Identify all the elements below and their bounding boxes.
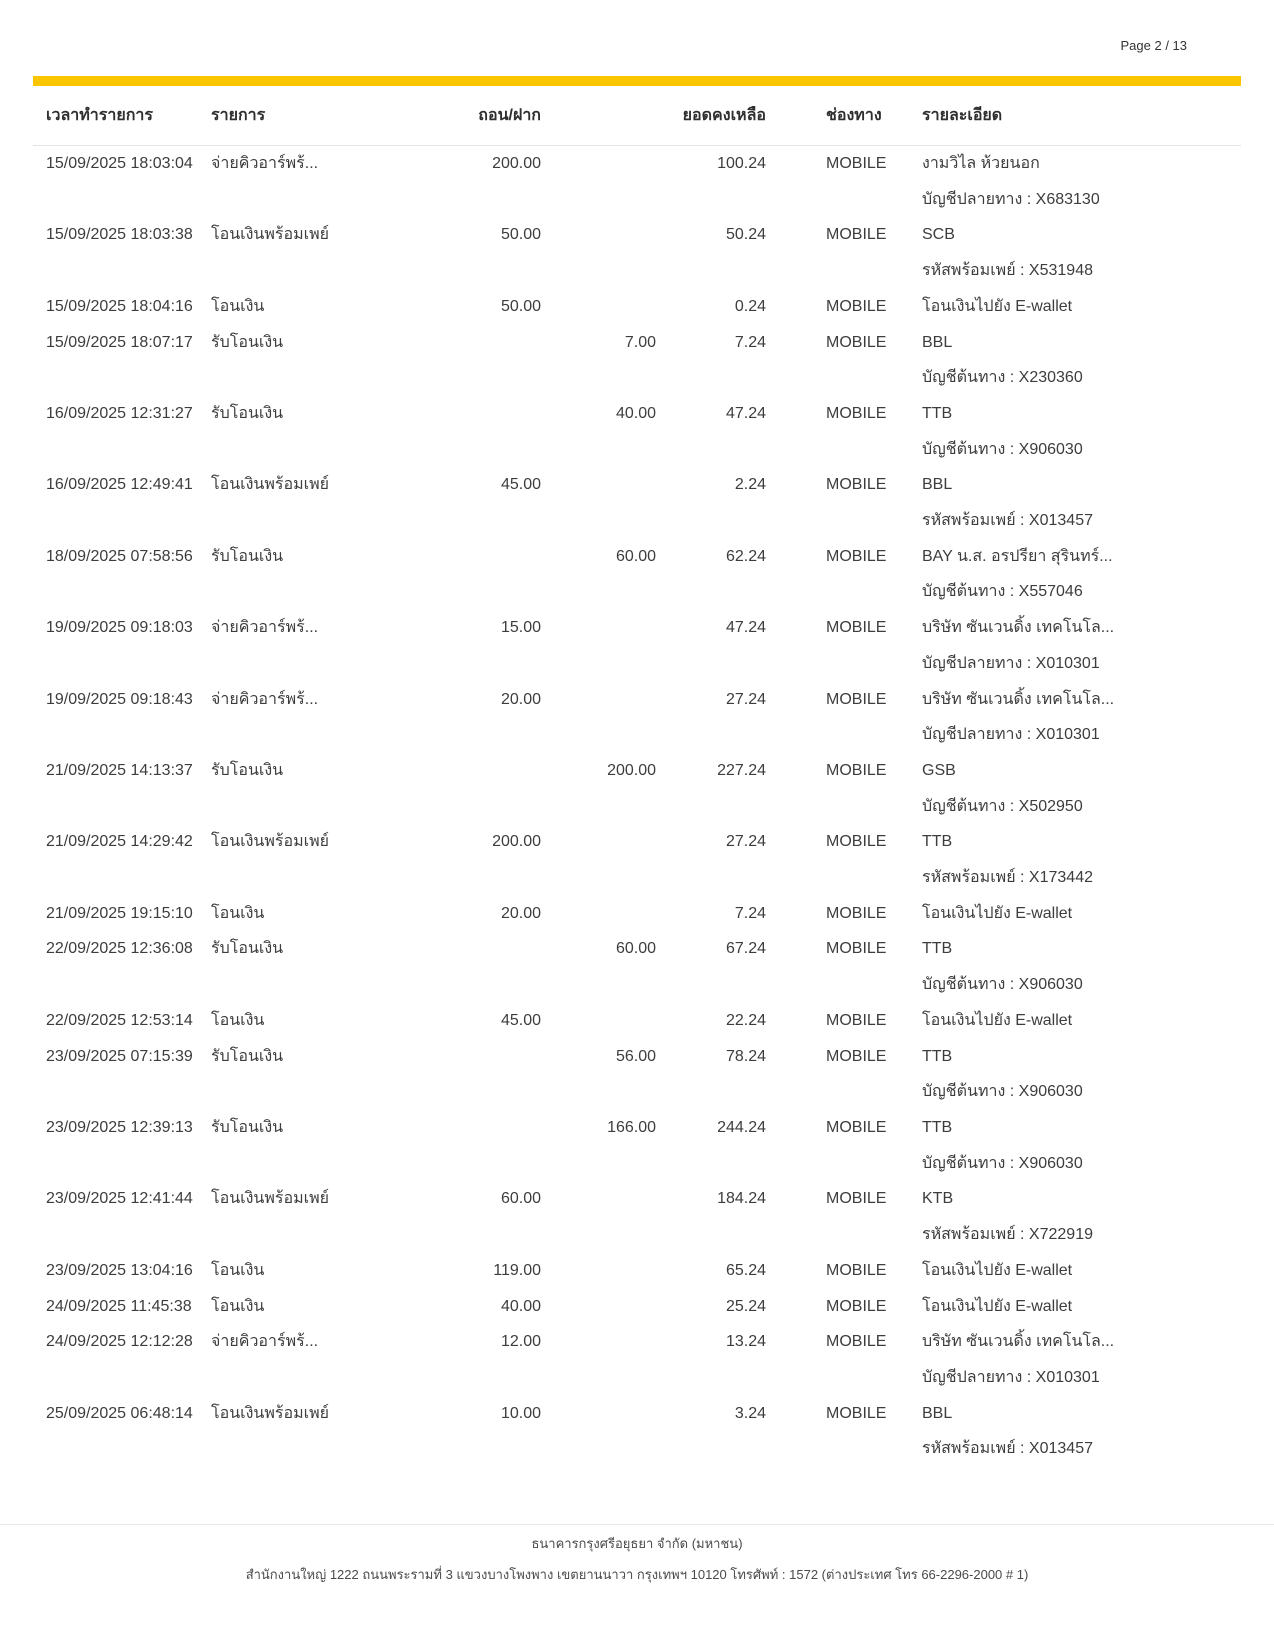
table-row: [33, 1253, 1241, 1289]
table-row: [33, 896, 1241, 932]
transaction-details: [921, 467, 1241, 538]
deposit-amount: 40.00: [615, 404, 656, 422]
table-row: [33, 610, 1241, 681]
withdraw-amount: 40.00: [500, 1297, 541, 1315]
channel: MOBILE: [826, 1190, 887, 1208]
table-row: [33, 1289, 1241, 1325]
transaction-datetime: 22/09/2025 12:53:14: [46, 1011, 193, 1029]
channel: MOBILE: [826, 833, 887, 851]
transaction-details: [921, 146, 1241, 217]
transaction-description: โอนเงิน: [211, 297, 265, 315]
balance-amount: 27.24: [725, 833, 766, 851]
transactions-table: [33, 86, 1241, 1467]
detail-line1: BBL: [922, 333, 953, 351]
header-channel: ช่องทาง: [826, 107, 882, 124]
detail-line2: รหัสพร้อมเพย์ : X013457: [922, 512, 1093, 530]
table-row: [33, 146, 1241, 217]
table-row: [33, 824, 1241, 895]
channel: MOBILE: [826, 1333, 887, 1351]
transaction-datetime: 16/09/2025 12:31:27: [46, 404, 193, 422]
detail-line1: โอนเงินไปยัง E-wallet: [922, 1261, 1073, 1279]
transaction-datetime: 15/09/2025 18:04:16: [46, 297, 193, 315]
detail-line2: บัญชีต้นทาง : X906030: [922, 1083, 1083, 1101]
detail-line1: บริษัท ซันเวนดิ้ง เทคโนโล...: [922, 619, 1115, 637]
table-row: [33, 1110, 1241, 1181]
table-row: [33, 539, 1241, 610]
transaction-description: โอนเงินพร้อมเพย์: [211, 1190, 330, 1208]
balance-amount: 7.24: [734, 333, 766, 351]
detail-line1: BBL: [922, 476, 953, 494]
detail-line1: BBL: [922, 1404, 953, 1422]
balance-amount: 0.24: [734, 297, 766, 315]
deposit-amount: 166.00: [607, 1118, 656, 1136]
balance-amount: 47.24: [725, 404, 766, 422]
detail-line1: TTB: [922, 1118, 953, 1136]
detail-line1: โอนเงินไปยัง E-wallet: [922, 297, 1073, 315]
withdraw-amount: 50.00: [500, 226, 541, 244]
transaction-details: [921, 931, 1241, 1002]
footer: [0, 1528, 1274, 1590]
transaction-datetime: 15/09/2025 18:03:38: [46, 226, 193, 244]
balance-amount: 13.24: [725, 1333, 766, 1351]
detail-line1: TTB: [922, 833, 953, 851]
withdraw-amount: 20.00: [500, 904, 541, 922]
detail-line2: บัญชีปลายทาง : X010301: [922, 726, 1100, 744]
transaction-description: โอนเงินพร้อมเพย์: [211, 1404, 330, 1422]
header-balance: ยอดคงเหลือ: [682, 107, 766, 124]
balance-amount: 50.24: [725, 226, 766, 244]
transaction-datetime: 21/09/2025 14:13:37: [46, 761, 193, 779]
channel: MOBILE: [826, 333, 887, 351]
transaction-details: [921, 1289, 1241, 1325]
transaction-description: โอนเงิน: [211, 1261, 265, 1279]
detail-line2: บัญชีต้นทาง : X230360: [922, 369, 1083, 387]
transaction-details: [921, 539, 1241, 610]
table-row: [33, 467, 1241, 538]
deposit-amount: 56.00: [615, 1047, 656, 1065]
withdraw-amount: 50.00: [500, 297, 541, 315]
transaction-description: โอนเงินพร้อมเพย์: [211, 476, 330, 494]
transaction-datetime: 24/09/2025 11:45:38: [46, 1297, 192, 1315]
page-number-label: Page 2 / 13: [1120, 38, 1187, 53]
balance-amount: 7.24: [734, 904, 766, 922]
balance-amount: 65.24: [725, 1261, 766, 1279]
detail-line1: TTB: [922, 940, 953, 958]
channel: MOBILE: [826, 297, 887, 315]
detail-line1: TTB: [922, 404, 953, 422]
balance-amount: 47.24: [725, 619, 766, 637]
detail-line2: รหัสพร้อมเพย์ : X173442: [922, 869, 1093, 887]
channel: MOBILE: [826, 619, 887, 637]
transaction-description: รับโอนเงิน: [211, 333, 284, 351]
transaction-details: [921, 824, 1241, 895]
channel: MOBILE: [826, 547, 887, 565]
table-row: [33, 396, 1241, 467]
channel: MOBILE: [826, 1011, 887, 1029]
withdraw-amount: 200.00: [492, 833, 541, 851]
transaction-description: จ่ายคิวอาร์พร้...: [211, 1333, 319, 1351]
table-row: [33, 325, 1241, 396]
transaction-details: [921, 682, 1241, 753]
transaction-details: [921, 1110, 1241, 1181]
channel: MOBILE: [826, 904, 887, 922]
withdraw-amount: 200.00: [492, 155, 541, 172]
detail-line1: บริษัท ซันเวนดิ้ง เทคโนโล...: [922, 690, 1115, 708]
table-row: [33, 1396, 1241, 1467]
balance-amount: 3.24: [734, 1404, 766, 1422]
transaction-description: รับโอนเงิน: [211, 547, 284, 565]
transaction-description: จ่ายคิวอาร์พร้...: [211, 690, 319, 708]
transaction-details: [921, 325, 1241, 396]
transaction-details: [921, 396, 1241, 467]
table-header-row: [33, 86, 1241, 146]
brand-accent-bar: [33, 76, 1241, 86]
channel: MOBILE: [826, 155, 887, 172]
transaction-datetime: 24/09/2025 12:12:28: [46, 1333, 193, 1351]
transaction-details: [921, 1253, 1241, 1289]
transaction-datetime: 21/09/2025 14:29:42: [46, 833, 193, 851]
channel: MOBILE: [826, 1297, 887, 1315]
table-row: [33, 753, 1241, 824]
detail-line1: GSB: [922, 761, 956, 779]
transaction-datetime: 21/09/2025 19:15:10: [46, 904, 193, 922]
transaction-details: [921, 1324, 1241, 1395]
transaction-details: [921, 289, 1241, 325]
transaction-details: [921, 896, 1241, 932]
withdraw-amount: 12.00: [500, 1333, 541, 1351]
transaction-datetime: 18/09/2025 07:58:56: [46, 547, 193, 565]
deposit-amount: 60.00: [615, 547, 656, 565]
detail-line1: โอนเงินไปยัง E-wallet: [922, 1297, 1073, 1315]
detail-line1: BAY น.ส. อรปรียา สุรินทร์...: [922, 547, 1113, 565]
withdraw-amount: 15.00: [500, 619, 541, 637]
detail-line1: KTB: [922, 1190, 954, 1208]
transaction-description: รับโอนเงิน: [211, 404, 284, 422]
balance-amount: 244.24: [717, 1118, 766, 1136]
transaction-details: [921, 217, 1241, 288]
table-row: [33, 1324, 1241, 1395]
deposit-amount: 60.00: [615, 940, 656, 958]
header-datetime: เวลาทำรายการ: [46, 107, 153, 124]
transaction-description: รับโอนเงิน: [211, 940, 284, 958]
channel: MOBILE: [826, 1118, 887, 1136]
detail-line1: SCB: [922, 226, 955, 244]
transaction-description: รับโอนเงิน: [211, 1047, 284, 1065]
transaction-details: [921, 753, 1241, 824]
channel: MOBILE: [826, 1404, 887, 1422]
transaction-details: [921, 1039, 1241, 1110]
header-description: รายการ: [211, 107, 266, 124]
channel: MOBILE: [826, 761, 887, 779]
channel: MOBILE: [826, 476, 887, 494]
table-row: [33, 289, 1241, 325]
balance-amount: 67.24: [725, 940, 766, 958]
detail-line2: บัญชีต้นทาง : X906030: [922, 976, 1083, 994]
detail-line2: บัญชีต้นทาง : X502950: [922, 797, 1083, 815]
bank-address: สำนักงานใหญ่ 1222 ถนนพระรามที่ 3 แขวงบางโพงพาง เขตยานนาวา กรุงเทพฯ 10120 โทรศัพท์ : 1572 (ต่างประเทศ โทร 66-2296-2000 # 1): [245, 1567, 1029, 1582]
table-row: [33, 1039, 1241, 1110]
transaction-datetime: 23/09/2025 13:04:16: [46, 1261, 193, 1279]
transaction-datetime: 23/09/2025 12:39:13: [46, 1118, 193, 1136]
transaction-description: โอนเงินพร้อมเพย์: [211, 226, 330, 244]
channel: MOBILE: [826, 940, 887, 958]
detail-line2: บัญชีต้นทาง : X906030: [922, 1154, 1083, 1172]
transaction-datetime: 16/09/2025 12:49:41: [46, 476, 193, 494]
table-row: [33, 217, 1241, 288]
balance-amount: 227.24: [717, 761, 766, 779]
detail-line1: TTB: [922, 1047, 953, 1065]
detail-line2: บัญชีปลายทาง : X683130: [922, 190, 1100, 208]
channel: MOBILE: [826, 1261, 887, 1279]
bank-name: ธนาคารกรุงศรีอยุธยา จำกัด (มหาชน): [531, 1536, 743, 1551]
transaction-description: โอนเงินพร้อมเพย์: [211, 833, 330, 851]
balance-amount: 25.24: [725, 1297, 766, 1315]
detail-line2: บัญชีปลายทาง : X010301: [922, 654, 1100, 672]
detail-line1: โอนเงินไปยัง E-wallet: [922, 1011, 1073, 1029]
table-row: [33, 682, 1241, 753]
balance-amount: 184.24: [717, 1190, 766, 1208]
channel: MOBILE: [826, 226, 887, 244]
withdraw-amount: 20.00: [500, 690, 541, 708]
transaction-description: จ่ายคิวอาร์พร้...: [211, 619, 319, 637]
balance-amount: 100.24: [717, 155, 766, 172]
deposit-amount: 7.00: [624, 333, 656, 351]
withdraw-amount: 10.00: [500, 1404, 541, 1422]
deposit-amount: 200.00: [607, 761, 656, 779]
transaction-details: [921, 610, 1241, 681]
transaction-description: รับโอนเงิน: [211, 1118, 284, 1136]
transaction-datetime: 25/09/2025 06:48:14: [46, 1404, 193, 1422]
transaction-datetime: 19/09/2025 09:18:43: [46, 690, 193, 708]
transaction-datetime: 15/09/2025 18:03:04: [46, 155, 193, 172]
detail-line2: บัญชีต้นทาง : X557046: [922, 583, 1083, 601]
transaction-datetime: 15/09/2025 18:07:17: [46, 333, 193, 351]
transaction-datetime: 23/09/2025 12:41:44: [46, 1190, 193, 1208]
balance-amount: 27.24: [725, 690, 766, 708]
detail-line1: โอนเงินไปยัง E-wallet: [922, 904, 1073, 922]
withdraw-amount: 60.00: [500, 1190, 541, 1208]
detail-line2: รหัสพร้อมเพย์ : X013457: [922, 1440, 1093, 1458]
transaction-description: โอนเงิน: [211, 1011, 265, 1029]
balance-amount: 62.24: [725, 547, 766, 565]
transaction-description: โอนเงิน: [211, 904, 265, 922]
channel: MOBILE: [826, 690, 887, 708]
transaction-details: [921, 1003, 1241, 1039]
header-details: รายละเอียด: [922, 107, 1003, 124]
detail-line2: รหัสพร้อมเพย์ : X722919: [922, 1226, 1093, 1244]
balance-amount: 78.24: [725, 1047, 766, 1065]
channel: MOBILE: [826, 404, 887, 422]
table-row: [33, 1003, 1241, 1039]
table-row: [33, 931, 1241, 1002]
transaction-details: [921, 1181, 1241, 1252]
withdraw-amount: 119.00: [493, 1261, 541, 1279]
detail-line2: รหัสพร้อมเพย์ : X531948: [922, 262, 1093, 280]
detail-line1: บริษัท ซันเวนดิ้ง เทคโนโล...: [922, 1333, 1115, 1351]
transaction-description: โอนเงิน: [211, 1297, 265, 1315]
withdraw-amount: 45.00: [500, 476, 541, 494]
transaction-datetime: 19/09/2025 09:18:03: [46, 619, 193, 637]
footer-divider: [0, 1524, 1274, 1525]
transaction-description: จ่ายคิวอาร์พร้...: [211, 155, 319, 172]
table-body: [33, 146, 1241, 1467]
transaction-details: [921, 1396, 1241, 1467]
transaction-datetime: 22/09/2025 12:36:08: [46, 940, 193, 958]
detail-line1: งามวิไล ห้วยนอก: [922, 155, 1040, 172]
transaction-description: รับโอนเงิน: [211, 761, 284, 779]
transaction-datetime: 23/09/2025 07:15:39: [46, 1047, 193, 1065]
balance-amount: 2.24: [734, 476, 766, 494]
channel: MOBILE: [826, 1047, 887, 1065]
detail-line2: บัญชีปลายทาง : X010301: [922, 1368, 1100, 1386]
header-amount: ถอน/ฝาก: [478, 107, 541, 124]
balance-amount: 22.24: [725, 1011, 766, 1029]
table-row: [33, 1181, 1241, 1252]
withdraw-amount: 45.00: [500, 1011, 541, 1029]
detail-line2: บัญชีต้นทาง : X906030: [922, 440, 1083, 458]
